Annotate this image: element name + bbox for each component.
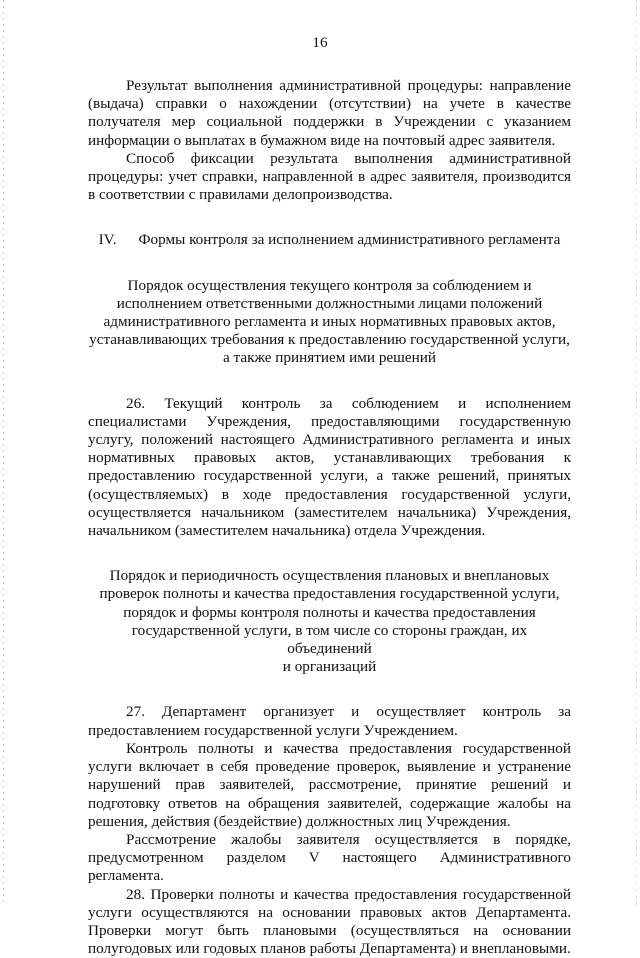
subheading-line: государственной услуги, в том числе со стороны граждан, их объединений [131, 621, 528, 658]
spacer [88, 368, 571, 395]
spacer [88, 540, 571, 567]
spacer [88, 204, 571, 231]
subheading-line: проверок полноты и качества предоставления государственной услуги, [99, 585, 560, 603]
subheading-line: порядок и формы контроля полноты и качества предоставления [123, 603, 536, 621]
subheading-line: административного регламента и иных нормативных правовых актов, [103, 313, 556, 331]
paragraph-fixation: Способ фиксации результата выполнения административной процедуры: учет справки, направленной в адрес заявителя, производится в соответствии с правилами делопроизводства. [88, 149, 571, 204]
paragraph-result: Результат выполнения административной процедуры: направление (выдача) справки о нахождении (отсутствии) на учете в качестве получателя мер социальной поддержки в Учреждении с указанием информации о выплатах в бумажном виде на почтовый адрес заявителя. [88, 77, 571, 149]
section-heading-iv [88, 231, 571, 249]
subheading-periodic-checks [88, 567, 571, 676]
subheading-line: а также принятием ими решений [222, 349, 436, 367]
subheading-line: устанавливающих требования к предоставлению государственной услуги, [89, 331, 570, 349]
paragraph-27: 27. Департамент организует и осуществляет контроль за предоставлением государственной услуги Учреждением. [88, 703, 571, 739]
paragraph-26: 26. Текущий контроль за соблюдением и исполнением специалистами Учреждения, предоставляющими государственную услугу, положений настоящего Административного регламента и иных нормативных правовых актов, устанавливающих требования к предоставлению государственной услуги, а также решений, принятых (осуществляемых) в ходе предоставления государственной услуги, осуществляется начальником (заместителем начальника) Учреждения, начальником (заместителем начальника) отдела Учреждения. [88, 394, 571, 540]
subheading-line: Порядок осуществления текущего контроля за соблюдением и [127, 276, 532, 294]
subheading-line: и организаций [282, 658, 377, 676]
page-number: 16 [312, 34, 328, 51]
subheading-line: исполнением ответственными должностными лицами положений [116, 294, 543, 312]
scan-edge-right [636, 0, 637, 905]
section-title: Формы контроля за исполнением административного регламента [138, 231, 561, 249]
paragraph-control-scope: Контроль полноты и качества предоставления государственной услуги включает в себя проведение проверок, выявление и устранение нарушений прав заявителей, рассмотрение, принятие решений и подготовку ответов на обращения заявителей, содержащие жалобы на решения, действия (бездействие) должностных лиц Учреждения. [88, 739, 571, 830]
document-body [88, 77, 571, 958]
paragraph-complaint: Рассмотрение жалобы заявителя осуществляется в порядке, предусмотренном разделом V настоящего Административного регламента. [88, 830, 571, 885]
section-number: IV. [98, 231, 117, 249]
subheading-line: Порядок и периодичность осуществления плановых и внеплановых [109, 567, 550, 585]
scan-edge-left [3, 0, 4, 905]
spacer [88, 250, 571, 277]
paragraph-28: 28. Проверки полноты и качества предоставления государственной услуги осуществляются на основании правовых актов Департамента. Проверки могут быть плановыми (осуществляться на основании полугодовых или годовых планов работы Департамента) и внеплановыми. [88, 885, 571, 958]
spacer [88, 676, 571, 703]
subheading-current-control [88, 277, 571, 368]
